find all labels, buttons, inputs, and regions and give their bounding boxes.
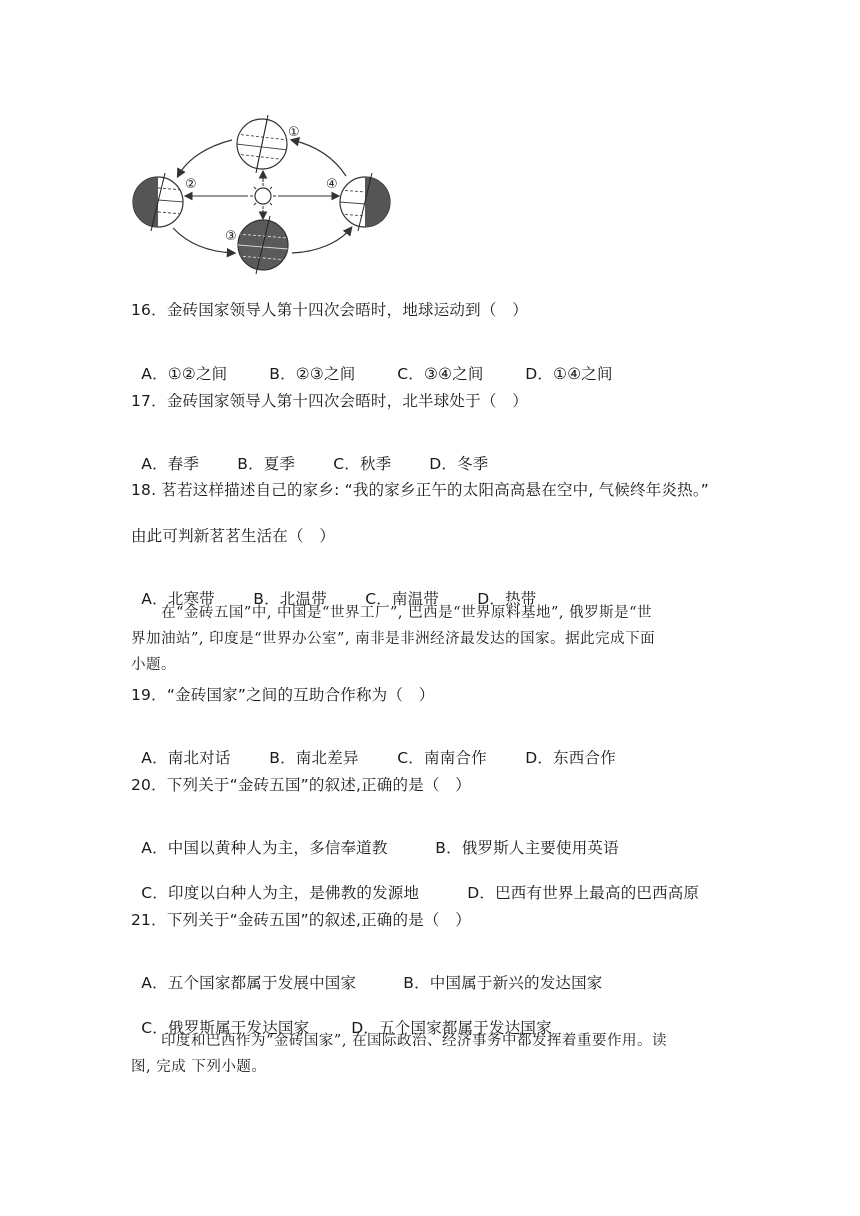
earth-position-1 [236, 115, 288, 173]
option-b: B．②③之间 [269, 365, 356, 383]
option-a: A．北寒带 [141, 590, 215, 608]
question-20-stem: 20．下列关于“金砖五国”的叙述,正确的是（ ） [131, 776, 472, 794]
question-16-stem: 16．金砖国家领导人第十四次会晤时，地球运动到（ ） [131, 301, 528, 319]
option-d: D．冬季 [429, 455, 489, 473]
passage-1-line-3: 小题。 [131, 657, 176, 673]
option-a: A．①②之间 [141, 365, 228, 383]
earth-position-2 [133, 173, 184, 231]
option-d: D．①④之间 [525, 365, 613, 383]
option-b: B．中国属于新兴的发达国家 [403, 974, 603, 992]
question-18-stem-line-2: 由此可判新茗茗生活在（ ） [131, 527, 336, 545]
option-a: A．五个国家都属于发展中国家 [141, 974, 357, 992]
passage-2-line-2: 图, 完成 下列小题。 [131, 1059, 267, 1075]
question-20-options-row-2 [131, 863, 699, 903]
option-c: C．俄罗斯属于发达国家 [141, 1019, 310, 1037]
passage-2-line-1: 印度和巴西作为“金砖国家”, 在国际政治、经济事务中都发挥着重要作用。读 [161, 1033, 668, 1049]
option-c: C．南南合作 [397, 749, 487, 767]
option-d: D．东西合作 [525, 749, 616, 767]
earth-orbit-diagram [128, 110, 398, 278]
question-19-options [131, 728, 616, 768]
question-19-stem: 19．“金砖国家”之间的互助合作称为（ ） [131, 686, 435, 704]
option-a: A．中国以黄种人为主，多信奉道教 [141, 839, 388, 857]
label-position-3: ③ [225, 229, 237, 244]
reading-passage-1 [131, 600, 731, 678]
option-b: B．夏季 [237, 455, 296, 473]
question-16-options [131, 344, 613, 384]
question-21-options-row-1 [131, 953, 603, 993]
option-a: A．春季 [141, 455, 200, 473]
earth-position-4 [340, 173, 391, 231]
reading-passage-2 [131, 1028, 731, 1080]
option-a: A．南北对话 [141, 749, 231, 767]
option-c: C．③④之间 [397, 365, 484, 383]
question-20-options-row-1 [131, 818, 619, 858]
question-21-stem: 21．下列关于“金砖五国”的叙述,正确的是（ ） [131, 911, 472, 929]
option-c: C．印度以白种人为主，是佛教的发源地 [141, 884, 420, 902]
question-17-stem: 17．金砖国家领导人第十四次会晤时，北半球处于（ ） [131, 392, 528, 410]
option-d: D．巴西有世界上最高的巴西高原 [467, 884, 700, 902]
passage-1-line-1: 在“金砖五国”中, 中国是“世界工厂”, 巴西是“世界原料基地”, 俄罗斯是“世 [161, 605, 653, 621]
passage-1-line-2: 界加油站”, 印度是“世界办公室”, 南非是非洲经济最发达的国家。据此完成下面 [131, 631, 656, 647]
sun-icon [250, 183, 276, 209]
option-b: B．南北差异 [269, 749, 359, 767]
question-18-stem-line-1: 18. 茗若这样描述自己的家乡: “我的家乡正午的太阳高高悬在空中, 气候终年炎热。” [131, 481, 709, 499]
option-d: D．五个国家都属于发达国家 [351, 1019, 552, 1037]
label-position-4: ④ [326, 177, 338, 192]
option-d: D．热带 [477, 590, 537, 608]
earth-position-3 [238, 216, 288, 274]
option-c: C．秋季 [333, 455, 392, 473]
label-position-2: ② [185, 177, 197, 192]
question-17-options [131, 434, 489, 474]
label-position-1: ① [288, 125, 300, 140]
option-b: B．北温带 [253, 590, 327, 608]
option-b: B．俄罗斯人主要使用英语 [435, 839, 619, 857]
option-c: C．南温带 [365, 590, 440, 608]
